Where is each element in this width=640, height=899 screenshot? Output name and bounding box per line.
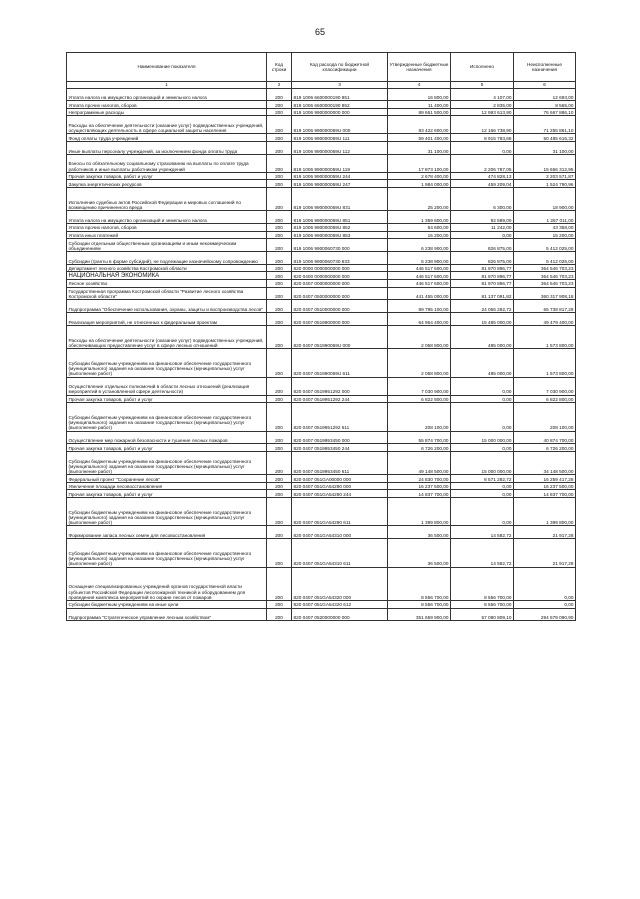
row-approved-cell: 1 359 600,00 (388, 211, 451, 224)
row-budget-code-cell: 819 1006 990000059U 247 (292, 180, 388, 188)
row-approved-cell: 1 399 800,00 (388, 497, 451, 525)
row-line-code-cell: 200 (267, 403, 292, 431)
row-budget-code-cell: 819 1006 990000059U 000 (292, 116, 388, 134)
row-executed-cell: 0,00 (451, 482, 514, 490)
header-line-code: Код строки (267, 53, 292, 82)
row-approved-cell: 11 400,00 (388, 101, 451, 109)
row-unexecuted-cell: 31 100,00 (514, 142, 576, 155)
row-budget-code-cell: 820 0407 0519951292 611 (292, 403, 388, 431)
row-unexecuted-cell: 0,00 (514, 567, 576, 601)
table-row (67, 108, 576, 116)
row-unexecuted-cell: 6 726 200,00 (514, 444, 576, 452)
table-row (67, 88, 576, 101)
row-approved-cell: 15 200,00 (388, 231, 451, 239)
row-approved-cell: 2 058 800,00 (388, 349, 451, 377)
row-line-code-cell: 200 (267, 475, 292, 483)
row-unexecuted-cell: 21 917,28 (514, 526, 576, 539)
row-line-code-cell: 200 (267, 601, 292, 609)
row-executed-cell: 0,00 (451, 497, 514, 525)
row-approved-cell: 2 058 800,00 (388, 326, 451, 349)
row-line-code-cell: 200 (267, 231, 292, 239)
table-row (67, 395, 576, 403)
row-executed-cell: 6 300,00 (451, 188, 514, 211)
row-executed-cell: 8 556 700,00 (451, 567, 514, 601)
row-budget-code-cell: 820 0407 051GA54310 611 (292, 539, 388, 567)
row-approved-cell: 8 556 700,00 (388, 567, 451, 601)
row-name-cell: Субсидии (гранты в форме субсидий), не подлежащие казначейскому сопровождению (67, 252, 267, 265)
row-line-code-cell: 200 (267, 395, 292, 403)
row-unexecuted-cell: 1 573 800,00 (514, 349, 576, 377)
table-row (67, 180, 576, 188)
row-unexecuted-cell: 71 255 861,10 (514, 116, 576, 134)
table-row (67, 231, 576, 239)
row-line-code-cell: 200 (267, 264, 292, 272)
column-number: 5 (451, 82, 514, 89)
row-executed-cell: 8 556 700,00 (451, 601, 514, 609)
row-line-code-cell: 200 (267, 239, 292, 252)
table-row (67, 313, 576, 326)
row-budget-code-cell: 819 1006 990000059U 244 (292, 172, 388, 180)
row-line-code-cell: 200 (267, 280, 292, 288)
row-executed-cell: 0,00 (451, 490, 514, 498)
row-name-cell: Федеральный проект "Сохранение лесов" (67, 475, 267, 483)
row-executed-cell: 474 828,13 (451, 172, 514, 180)
header-budget-code: Код расхода по бюджетной классификации (292, 53, 388, 82)
row-line-code-cell: 200 (267, 526, 292, 539)
page-number: 65 (314, 27, 325, 37)
row-executed-cell: 8 571 282,72 (451, 475, 514, 483)
column-number: 3 (292, 82, 388, 89)
table-row (67, 539, 576, 567)
row-approved-cell: 59 401 400,00 (388, 134, 451, 142)
row-name-cell: Увеличение площади лесовосстановления (67, 482, 267, 490)
row-executed-cell: 14 582,72 (451, 526, 514, 539)
table-row (67, 475, 576, 483)
row-name-cell: Закупка энергетических ресурсов (67, 180, 267, 188)
row-unexecuted-cell: 5 412 025,00 (514, 252, 576, 265)
row-line-code-cell: 200 (267, 116, 292, 134)
row-approved-cell: 7 030 900,00 (388, 377, 451, 395)
row-unexecuted-cell: 18 900,00 (514, 188, 576, 211)
row-approved-cell: 36 500,00 (388, 539, 451, 567)
row-unexecuted-cell: 5 412 025,00 (514, 239, 576, 252)
table-header-row (67, 53, 576, 82)
row-unexecuted-cell: 1 267 011,00 (514, 211, 576, 224)
row-budget-code-cell: 819 1006 6600000190 852 (292, 101, 388, 109)
row-name-cell: Субсидии бюджетным учреждениям на финансовое обеспечение государственного (муниципального) задания на оказание государственных (муниципальных) услуг (выполнение работ) (67, 539, 267, 567)
row-executed-cell: 485 000,00 (451, 349, 514, 377)
row-executed-cell: 24 056 282,72 (451, 300, 514, 313)
row-unexecuted-cell: 6 822 800,00 (514, 395, 576, 403)
row-budget-code-cell: 820 0407 0500000000 000 (292, 287, 388, 300)
row-budget-code-cell: 819 1006 990000059U 853 (292, 231, 388, 239)
row-unexecuted-cell: 49 479 400,00 (514, 313, 576, 326)
row-unexecuted-cell: 294 579 090,90 (514, 608, 576, 621)
table-row (67, 287, 576, 300)
row-unexecuted-cell: 16 237 500,00 (514, 482, 576, 490)
row-line-code-cell: 200 (267, 101, 292, 109)
table-row (67, 239, 576, 252)
row-line-code-cell: 200 (267, 88, 292, 101)
row-approved-cell: 24 830 700,00 (388, 475, 451, 483)
row-approved-cell: 16 800,00 (388, 88, 451, 101)
table-row (67, 601, 576, 609)
row-approved-cell: 208 100,00 (388, 403, 451, 431)
row-line-code-cell: 200 (267, 172, 292, 180)
row-approved-cell: 54 600,00 (388, 224, 451, 232)
row-unexecuted-cell: 1 573 800,00 (514, 326, 576, 349)
row-executed-cell: 14 582,72 (451, 539, 514, 567)
row-approved-cell: 89 661 500,00 (388, 108, 451, 116)
row-executed-cell: 15 485 000,00 (451, 313, 514, 326)
row-executed-cell: 0,00 (451, 395, 514, 403)
row-name-cell: Фонд оплаты труда учреждений (67, 134, 267, 142)
row-budget-code-cell: 820 0407 051GA54320 000 (292, 567, 388, 601)
row-name-cell: Субсидии бюджетным учреждениям на финансовое обеспечение государственного (муниципального) задания на оказание государственных (муниципальных) услуг (выполнение работ) (67, 451, 267, 474)
row-approved-cell: 441 455 000,00 (388, 287, 451, 300)
row-budget-code-cell: 820 0407 051GA54320 612 (292, 601, 388, 609)
row-name-cell: Прочая закупка товаров, работ и услуг (67, 490, 267, 498)
row-line-code-cell: 200 (267, 272, 292, 280)
row-executed-cell: 0,00 (451, 444, 514, 452)
row-name-cell: Уплата прочих налогов, сборов (67, 224, 267, 232)
table-row (67, 116, 576, 134)
row-unexecuted-cell: 16 259 417,28 (514, 475, 576, 483)
row-unexecuted-cell: 7 030 900,00 (514, 377, 576, 395)
column-number: 6 (514, 82, 576, 89)
row-name-cell: Реализация мероприятий, не отнесенных к федеральным проектам (67, 313, 267, 326)
row-line-code-cell: 200 (267, 313, 292, 326)
row-executed-cell: 0,00 (451, 377, 514, 395)
table-row (67, 567, 576, 601)
row-approved-cell: 446 517 600,00 (388, 280, 451, 288)
row-executed-cell: 12 993 613,90 (451, 108, 514, 116)
column-number: 4 (388, 82, 451, 89)
row-line-code-cell: 200 (267, 211, 292, 224)
row-budget-code-cell: 819 1006 990000059U 851 (292, 211, 388, 224)
row-name-cell: Уплата прочих налогов, сборов (67, 101, 267, 109)
row-executed-cell: 0,00 (451, 403, 514, 431)
row-unexecuted-cell: 15 200,00 (514, 231, 576, 239)
row-approved-cell: 1 984 000,00 (388, 180, 451, 188)
row-approved-cell: 351 659 900,00 (388, 608, 451, 621)
row-line-code-cell: 200 (267, 108, 292, 116)
row-budget-code-cell: 820 0407 0519953450 000 (292, 431, 388, 444)
row-unexecuted-cell: 2 203 571,87 (514, 172, 576, 180)
row-approved-cell: 8 556 700,00 (388, 601, 451, 609)
row-line-code-cell: 200 (267, 431, 292, 444)
row-unexecuted-cell: 34 148 500,00 (514, 451, 576, 474)
row-approved-cell: 25 200,00 (388, 188, 451, 211)
row-budget-code-cell: 820 0407 051990059U 611 (292, 349, 388, 377)
row-executed-cell: 485 000,00 (451, 326, 514, 349)
row-line-code-cell: 200 (267, 349, 292, 377)
row-budget-code-cell: 820 0400 0000000000 000 (292, 272, 388, 280)
row-name-cell: Подпрограмма "Обеспечение использования, охраны, защиты и воспроизводства лесов" (67, 300, 267, 313)
row-unexecuted-cell: 364 546 703,23 (514, 264, 576, 272)
row-name-cell: Государственная программа Костромской области "Развитие лесного хозяйства Костромской области" (67, 287, 267, 300)
row-executed-cell: 0,00 (451, 231, 514, 239)
table-row (67, 101, 576, 109)
row-unexecuted-cell: 0,00 (514, 601, 576, 609)
row-approved-cell: 6 238 900,00 (388, 239, 451, 252)
row-budget-code-cell: 820 0407 0519951292 244 (292, 395, 388, 403)
row-line-code-cell: 200 (267, 224, 292, 232)
row-unexecuted-cell: 50 485 616,32 (514, 134, 576, 142)
table-row (67, 349, 576, 377)
row-unexecuted-cell: 1 524 790,96 (514, 180, 576, 188)
row-line-code-cell: 200 (267, 300, 292, 313)
row-line-code-cell: 200 (267, 377, 292, 395)
row-approved-cell: 6 726 200,00 (388, 444, 451, 452)
budget-execution-table (66, 52, 576, 621)
row-executed-cell: 81 970 896,77 (451, 272, 514, 280)
row-name-cell: Лесное хозяйство (67, 280, 267, 288)
table-row (67, 280, 576, 288)
row-name-cell: Уплата налога на имущество организаций и земельного налога (67, 88, 267, 101)
row-executed-cell: 15 000 000,00 (451, 451, 514, 474)
row-budget-code-cell: 820 0407 051GA54290 000 (292, 482, 388, 490)
table-row (67, 490, 576, 498)
row-approved-cell: 83 422 600,00 (388, 116, 451, 134)
row-line-code-cell: 200 (267, 567, 292, 601)
table-row (67, 403, 576, 431)
row-unexecuted-cell: 8 565,00 (514, 101, 576, 109)
row-name-cell: Прочая закупка товаров, работ и услуг (67, 172, 267, 180)
row-name-cell: Осуществление отдельных полномочий в области лесных отношений (реализация мероприятий в установленной сфере деятельности) (67, 377, 267, 395)
row-budget-code-cell: 819 1006 9900060730 000 (292, 239, 388, 252)
row-approved-cell: 36 500,00 (388, 526, 451, 539)
row-name-cell: Расходы на обеспечение деятельности (оказание услуг) подведомственных учреждений, обеспечивающих предоставление услуг в сфере лесных отношений (67, 326, 267, 349)
row-executed-cell: 826 875,00 (451, 239, 514, 252)
row-executed-cell: 57 080 809,10 (451, 608, 514, 621)
row-name-cell: Уплата иных платежей (67, 231, 267, 239)
row-line-code-cell: 200 (267, 444, 292, 452)
row-line-code-cell: 200 (267, 482, 292, 490)
table-row (67, 172, 576, 180)
row-line-code-cell: 200 (267, 188, 292, 211)
header-approved: Утвержденные бюджетные назначения (388, 53, 451, 82)
row-budget-code-cell: 819 1006 9900000000 000 (292, 108, 388, 116)
row-line-code-cell: 200 (267, 490, 292, 498)
row-executed-cell: 81 970 896,77 (451, 264, 514, 272)
row-budget-code-cell: 819 1006 990000059U 119 (292, 154, 388, 172)
row-approved-cell: 2 678 400,00 (388, 172, 451, 180)
table-row (67, 224, 576, 232)
row-approved-cell: 31 100,00 (388, 142, 451, 155)
row-line-code-cell: 200 (267, 134, 292, 142)
row-budget-code-cell: 820 0407 0520000000 000 (292, 608, 388, 621)
row-unexecuted-cell: 1 399 800,00 (514, 497, 576, 525)
row-unexecuted-cell: 65 738 817,28 (514, 300, 576, 313)
row-approved-cell: 446 517 600,00 (388, 272, 451, 280)
row-line-code-cell: 200 (267, 539, 292, 567)
row-line-code-cell: 200 (267, 154, 292, 172)
row-name-cell: Субсидии бюджетным учреждениям на финансовое обеспечение государственного (муниципального) задания на оказание государственных (муниципальных) услуг (выполнение работ) (67, 497, 267, 525)
row-name-cell: НАЦИОНАЛЬНАЯ ЭКОНОМИКА (67, 272, 267, 280)
header-executed: Исполнено (451, 53, 514, 82)
row-name-cell: Иные выплаты персоналу учреждений, за исключением фонда оплаты труда (67, 142, 267, 155)
row-executed-cell: 15 000 000,00 (451, 431, 514, 444)
row-unexecuted-cell: 15 666 312,95 (514, 154, 576, 172)
column-number: 1 (67, 82, 267, 89)
row-name-cell: Исполнение судебных актов Российской Федерации и мировых соглашений по возмещению причиненного вреда (67, 188, 267, 211)
header-name: Наименование показателя (67, 53, 267, 82)
row-unexecuted-cell: 40 874 700,00 (514, 431, 576, 444)
row-name-cell: Департамент лесного хозяйства Костромской области (67, 264, 267, 272)
table-row (67, 264, 576, 272)
row-executed-cell: 11 242,00 (451, 224, 514, 232)
table-row (67, 252, 576, 265)
row-name-cell: Взносы по обязательному социальному страхованию на выплаты по оплате труда работников и иные выплаты работникам учреждений (67, 154, 267, 172)
row-unexecuted-cell: 21 917,28 (514, 539, 576, 567)
row-unexecuted-cell: 12 693,00 (514, 88, 576, 101)
row-line-code-cell: 200 (267, 326, 292, 349)
row-executed-cell: 81 137 091,82 (451, 287, 514, 300)
row-unexecuted-cell: 43 358,00 (514, 224, 576, 232)
row-approved-cell: 16 237 500,00 (388, 482, 451, 490)
row-name-cell: Субсидии бюджетным учреждениям на финансовое обеспечение государственного (муниципального) задания на оказание государственных (муниципальных) услуг (выполнение работ) (67, 349, 267, 377)
row-budget-code-cell: 820 0407 0519951292 000 (292, 377, 388, 395)
row-approved-cell: 14 837 700,00 (388, 490, 451, 498)
table-row (67, 451, 576, 474)
row-executed-cell: 459 209,04 (451, 180, 514, 188)
row-unexecuted-cell: 364 546 703,23 (514, 280, 576, 288)
table-body (67, 88, 576, 621)
table-row (67, 377, 576, 395)
row-budget-code-cell: 820 0407 051GA54310 000 (292, 526, 388, 539)
table-row (67, 526, 576, 539)
row-budget-code-cell: 820 0407 0000000000 000 (292, 280, 388, 288)
table-row (67, 188, 576, 211)
row-budget-code-cell: 820 0407 0519900000 000 (292, 313, 388, 326)
row-approved-cell: 446 517 600,00 (388, 264, 451, 272)
row-approved-cell: 6 238 900,00 (388, 252, 451, 265)
row-name-cell: Непрограммные расходы (67, 108, 267, 116)
table-row (67, 272, 576, 280)
table-row (67, 482, 576, 490)
row-name-cell: Субсидии отдельным общественным организациям и иным некоммерческим объединениям (67, 239, 267, 252)
row-name-cell: Прочая закупка товаров, работ и услуг (67, 395, 267, 403)
row-budget-code-cell: 820 0407 0519953450 244 (292, 444, 388, 452)
table-row (67, 431, 576, 444)
row-budget-code-cell: 819 1006 990000059U 112 (292, 142, 388, 155)
row-line-code-cell: 200 (267, 287, 292, 300)
table-row (67, 497, 576, 525)
row-name-cell: Осуществление мер пожарной безопасности и тушение лесных пожаров (67, 431, 267, 444)
row-line-code-cell: 200 (267, 451, 292, 474)
row-executed-cell: 81 970 896,77 (451, 280, 514, 288)
row-name-cell: Субсидии бюджетным учреждениям на финансовое обеспечение государственного (муниципального) задания на оказание государственных (муниципальных) услуг (выполнение работ) (67, 403, 267, 431)
row-approved-cell: 64 964 400,00 (388, 313, 451, 326)
row-budget-code-cell: 820 0407 0519953450 611 (292, 451, 388, 474)
row-budget-code-cell: 819 1006 6600000190 851 (292, 88, 388, 101)
row-approved-cell: 17 873 100,00 (388, 154, 451, 172)
row-budget-code-cell: 820 0407 051GA54290 244 (292, 490, 388, 498)
row-budget-code-cell: 819 1006 990000059U 831 (292, 188, 388, 211)
row-line-code-cell: 200 (267, 608, 292, 621)
row-line-code-cell: 200 (267, 497, 292, 525)
row-name-cell: Уплата налога на имущество организаций и земельного налога (67, 211, 267, 224)
row-approved-cell: 55 874 700,00 (388, 431, 451, 444)
row-name-cell: Прочая закупка товаров, работ и услуг (67, 444, 267, 452)
row-budget-code-cell: 819 1006 990000059U 111 (292, 134, 388, 142)
column-number: 2 (267, 82, 292, 89)
row-executed-cell: 4 107,00 (451, 88, 514, 101)
table-row (67, 142, 576, 155)
row-executed-cell: 8 915 783,68 (451, 134, 514, 142)
table-row (67, 444, 576, 452)
row-executed-cell: 2 206 787,05 (451, 154, 514, 172)
table-row (67, 326, 576, 349)
row-unexecuted-cell: 76 667 886,10 (514, 108, 576, 116)
header-unexecuted: Неисполненные назначения (514, 53, 576, 82)
row-executed-cell: 12 166 738,90 (451, 116, 514, 134)
row-unexecuted-cell: 364 546 703,23 (514, 272, 576, 280)
row-line-code-cell: 200 (267, 180, 292, 188)
row-budget-code-cell: 819 1006 9900060730 633 (292, 252, 388, 265)
row-unexecuted-cell: 208 100,00 (514, 403, 576, 431)
row-line-code-cell: 200 (267, 142, 292, 155)
row-name-cell: Подпрограмма "Стратегическое управление лесным хозяйством" (67, 608, 267, 621)
row-approved-cell: 49 148 500,00 (388, 451, 451, 474)
row-name-cell: Расходы на обеспечение деятельности (оказание услуг) подведомственных учреждений, осуществляющих деятельность в сфере социальной защиты населения (67, 116, 267, 134)
row-executed-cell: 2 835,00 (451, 101, 514, 109)
row-executed-cell: 0,00 (451, 142, 514, 155)
row-approved-cell: 6 822 800,00 (388, 395, 451, 403)
row-budget-code-cell: 820 0407 051GA00000 000 (292, 475, 388, 483)
table-row (67, 134, 576, 142)
row-unexecuted-cell: 360 317 908,18 (514, 287, 576, 300)
table-row (67, 211, 576, 224)
row-executed-cell: 826 875,00 (451, 252, 514, 265)
row-executed-cell: 92 589,00 (451, 211, 514, 224)
row-budget-code-cell: 819 1006 990000059U 852 (292, 224, 388, 232)
table-row (67, 608, 576, 621)
row-unexecuted-cell: 14 837 700,00 (514, 490, 576, 498)
row-budget-code-cell: 820 0407 051990059U 000 (292, 326, 388, 349)
table-row (67, 154, 576, 172)
row-line-code-cell: 200 (267, 252, 292, 265)
row-approved-cell: 89 795 100,00 (388, 300, 451, 313)
row-budget-code-cell: 820 0000 0000000000 000 (292, 264, 388, 272)
row-budget-code-cell: 820 0407 051GA54290 611 (292, 497, 388, 525)
row-name-cell: Субсидии бюджетным учреждениям на иные цели (67, 601, 267, 609)
table-row (67, 300, 576, 313)
row-budget-code-cell: 820 0407 0510000000 000 (292, 300, 388, 313)
row-name-cell: Оснащение специализированных учреждений органов государственной власти субъектов Российской Федерации лесопожарной техникой и оборудованием для проведения комплекса мероприятий по охране лесов от пожаров (67, 567, 267, 601)
row-name-cell: Формирование запаса лесных семян для лесовосстановления (67, 526, 267, 539)
